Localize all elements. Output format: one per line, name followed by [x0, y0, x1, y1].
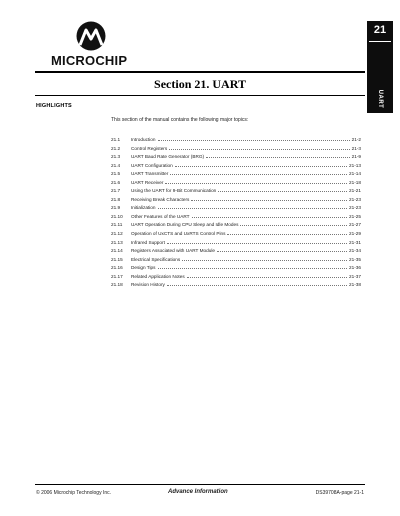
- toc-entry[interactable]: [111, 240, 361, 249]
- toc-dot-leader: [169, 146, 349, 150]
- toc-dot-leader: [192, 214, 347, 218]
- toc-entry-title[interactable]: Using the UART for 9-Bit Communication: [131, 188, 217, 194]
- section-tab-number: 21: [373, 24, 387, 36]
- footer-rule: [35, 484, 365, 485]
- toc-entry[interactable]: [111, 171, 361, 180]
- toc-entry-page[interactable]: 21-36: [349, 265, 361, 271]
- intro-text: This section of the manual contains the following major topics:: [111, 117, 249, 123]
- page-title: Section 21. UART: [154, 77, 246, 91]
- toc-entry-title[interactable]: Other Features of the UART: [131, 213, 190, 219]
- toc-dot-leader: [158, 205, 348, 209]
- toc-entry[interactable]: [111, 248, 361, 257]
- toc-dot-leader: [167, 282, 347, 286]
- toc-entry-number: 21.7: [111, 188, 121, 194]
- toc-entry[interactable]: [111, 188, 361, 197]
- toc-entry-title[interactable]: UART Configuration: [131, 162, 173, 168]
- toc-entry-number: 21.9: [111, 205, 121, 211]
- toc-entry[interactable]: [111, 265, 361, 274]
- toc-dot-leader: [165, 180, 347, 184]
- toc-entry-number: 21.2: [111, 145, 121, 151]
- toc-entry-title[interactable]: UART Transmitter: [131, 171, 169, 177]
- toc-entry-title[interactable]: UART Baud Rate Generator (BRG): [131, 154, 205, 160]
- toc-entry-page[interactable]: 21-37: [349, 273, 361, 279]
- toc-entry-number: 21.13: [111, 239, 123, 245]
- section-tab-label-box: [373, 79, 387, 119]
- toc-entry-page[interactable]: 21-21: [349, 188, 361, 194]
- toc-entry-page[interactable]: 21-23: [349, 196, 361, 202]
- toc-dot-leader: [191, 197, 347, 201]
- toc-entry-page[interactable]: 21-9: [351, 154, 361, 160]
- toc-entry-page[interactable]: 21-18: [349, 179, 361, 185]
- title-rule-bottom: [35, 95, 365, 96]
- microchip-logo-icon: [75, 21, 107, 51]
- toc-entry-number: 21.1: [111, 137, 121, 142]
- toc-dot-leader: [170, 171, 347, 175]
- toc-entry[interactable]: [111, 214, 361, 223]
- footer-copyright: © 2006 Microchip Technology Inc.: [36, 490, 112, 496]
- toc-entry[interactable]: [111, 282, 361, 291]
- toc-dot-leader: [240, 222, 347, 226]
- toc-entry-title[interactable]: Introduction: [131, 137, 156, 142]
- toc-dot-leader: [217, 248, 347, 252]
- toc-dot-leader: [158, 137, 350, 141]
- toc-entry-title[interactable]: Registers Associated with UART Module: [131, 248, 215, 254]
- toc-entry-title[interactable]: Design Tips: [131, 265, 156, 271]
- toc-entry-title[interactable]: Initialization: [131, 205, 156, 211]
- toc-entry-page[interactable]: 21-35: [349, 256, 361, 262]
- toc-entry-number: 21.18: [111, 282, 123, 288]
- toc-entry-title[interactable]: Infrared Support: [131, 239, 165, 245]
- toc-entry[interactable]: [111, 137, 361, 146]
- toc-entry-title[interactable]: Related Application Notes: [131, 273, 185, 279]
- toc-entry-number: 21.4: [111, 162, 121, 168]
- toc-entry-title[interactable]: Operation of UxCTS and UxRTS Control Pins: [131, 231, 226, 237]
- toc-entry-number: 21.6: [111, 179, 121, 185]
- toc-entry-page[interactable]: 21-29: [349, 231, 361, 237]
- toc-entry[interactable]: [111, 205, 361, 214]
- toc-entry-title[interactable]: UART Receiver: [131, 179, 164, 185]
- section-tab-label: UART: [377, 89, 383, 109]
- toc-entry-number: 21.8: [111, 196, 121, 202]
- toc-entry-number: 21.5: [111, 171, 121, 177]
- microchip-wordmark: MICROCHIP: [51, 53, 128, 68]
- toc-entry-number: 21.14: [111, 248, 123, 254]
- toc-dot-leader: [175, 163, 347, 167]
- footer-page-number: DS39708A-page 21-1: [315, 490, 364, 496]
- toc-entry-page[interactable]: 21-25: [349, 213, 361, 219]
- toc-entry-number: 21.17: [111, 273, 123, 279]
- toc-entry[interactable]: [111, 180, 361, 189]
- footer-status: Advance Information: [168, 489, 228, 495]
- highlights-heading: HIGHLIGHTS: [36, 103, 72, 109]
- toc-dot-leader: [206, 154, 350, 158]
- toc-dot-leader: [187, 274, 347, 278]
- toc-entry[interactable]: [111, 154, 361, 163]
- toc-entry-title[interactable]: UART Operation During CPU Sleep and Idle Modes: [131, 222, 239, 228]
- toc-entry[interactable]: [111, 146, 361, 155]
- toc-entry-page[interactable]: 21-31: [349, 239, 361, 245]
- toc-entry-title[interactable]: Electrical Specifications: [131, 256, 181, 262]
- toc-entry-title[interactable]: Revision History: [131, 282, 165, 288]
- toc-entry[interactable]: [111, 197, 361, 206]
- toc-entry[interactable]: [111, 274, 361, 283]
- toc-dot-leader: [158, 265, 348, 269]
- toc-entry[interactable]: [111, 163, 361, 172]
- toc-dot-leader: [227, 231, 347, 235]
- toc-entry-number: 21.11: [111, 222, 123, 228]
- toc-entry[interactable]: [111, 257, 361, 266]
- toc-dot-leader: [218, 188, 347, 192]
- toc-entry-page[interactable]: 21-27: [349, 222, 361, 228]
- section-tab: [367, 21, 393, 113]
- toc-entry[interactable]: [111, 222, 361, 231]
- toc-entry-page[interactable]: 21-38: [349, 282, 361, 288]
- toc-entry-title[interactable]: Receiving Break Characters: [131, 196, 190, 202]
- title-rule-top: [35, 71, 365, 73]
- toc-dot-leader: [167, 240, 347, 244]
- table-of-contents: [111, 137, 361, 291]
- toc-entry-page[interactable]: 21-23: [349, 205, 361, 211]
- toc-entry-page[interactable]: 21-2: [351, 137, 361, 142]
- toc-entry-number: 21.12: [111, 231, 123, 237]
- toc-entry-title[interactable]: Control Registers: [131, 145, 168, 151]
- toc-entry-page[interactable]: 21-14: [349, 171, 361, 177]
- toc-entry-page[interactable]: 21-13: [349, 162, 361, 168]
- toc-entry-page[interactable]: 21-3: [351, 145, 361, 151]
- toc-dot-leader: [182, 257, 347, 261]
- section-tab-divider: [369, 41, 391, 42]
- toc-entry-page[interactable]: 21-34: [349, 248, 361, 254]
- toc-entry-number: 21.15: [111, 256, 123, 262]
- toc-entry[interactable]: [111, 231, 361, 240]
- toc-entry-number: 21.16: [111, 265, 123, 271]
- toc-entry-number: 21.10: [111, 213, 123, 219]
- toc-entry-number: 21.3: [111, 154, 121, 160]
